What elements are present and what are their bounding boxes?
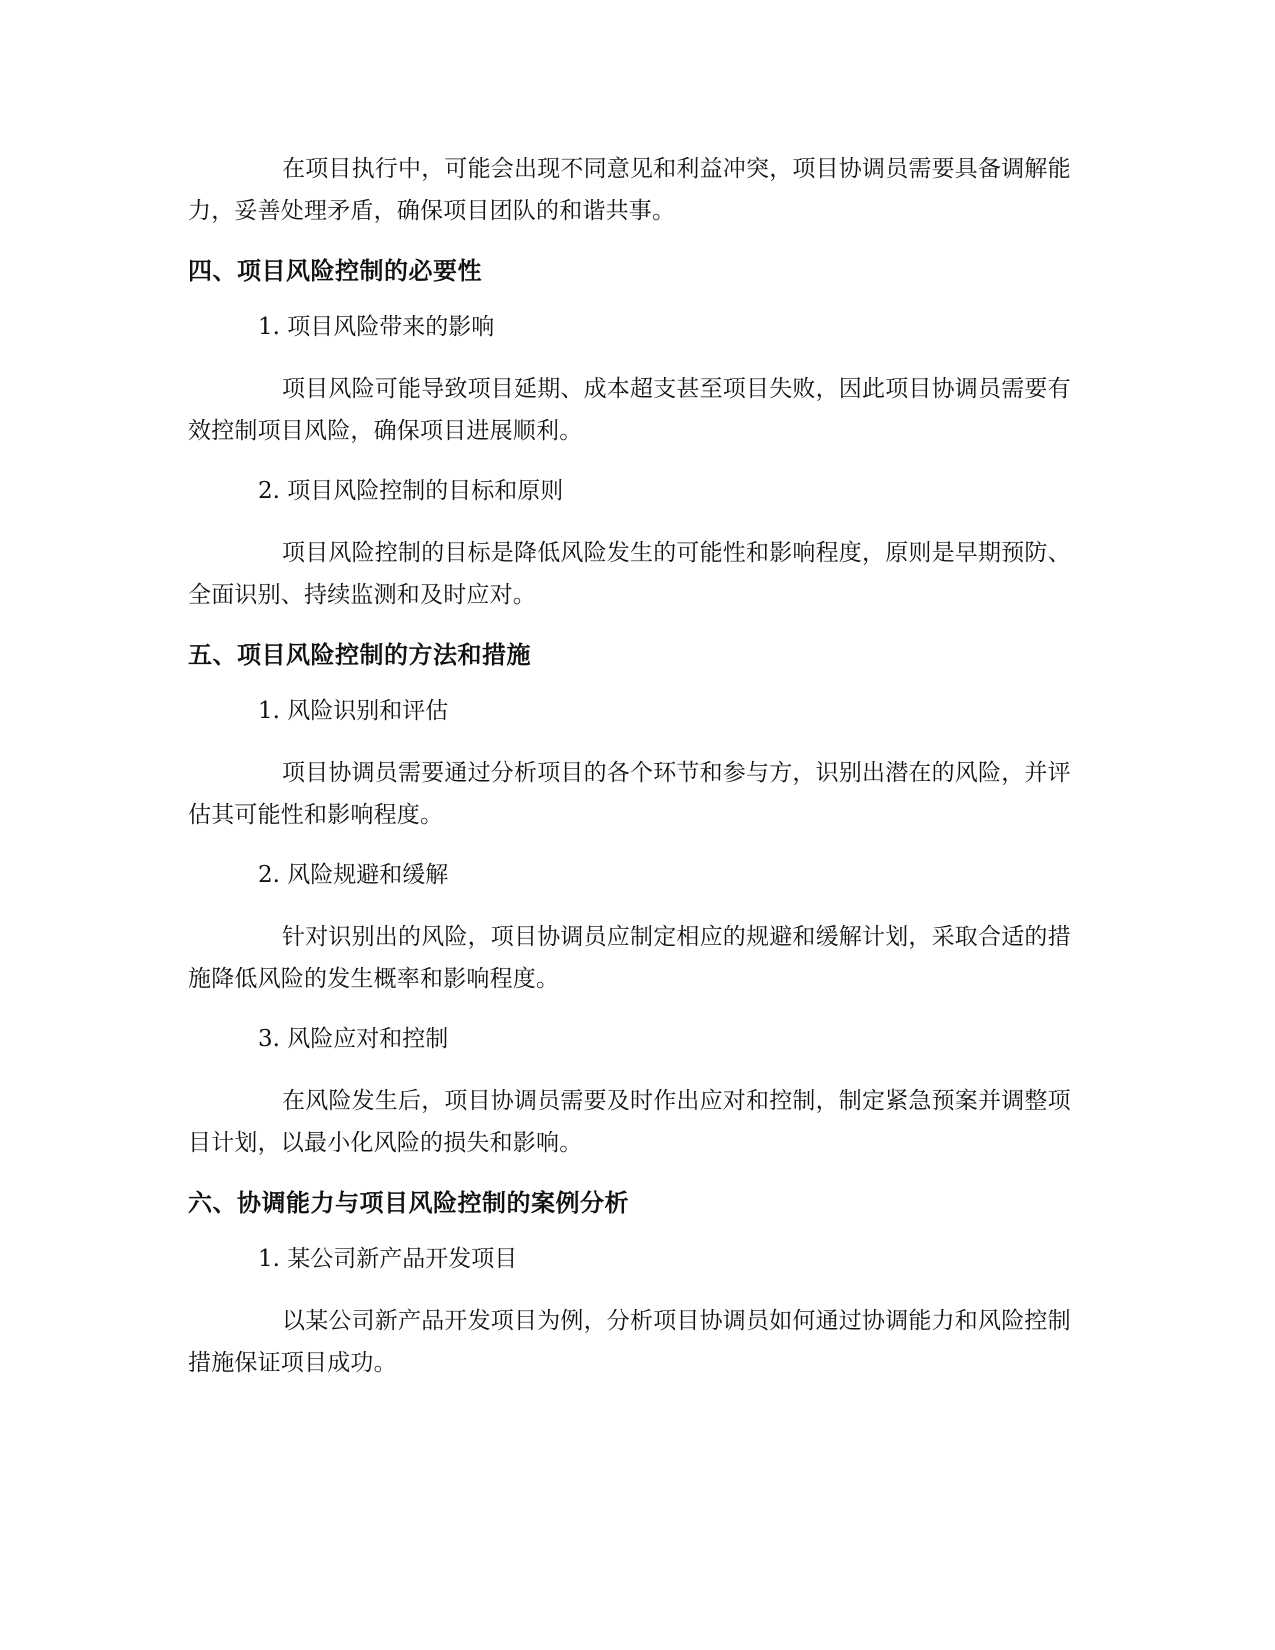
section-heading-6: 六、协调能力与项目风险控制的案例分析 (188, 1189, 629, 1217)
intro-paragraph: 在项目执行中，可能会出现不同意见和利益冲突，项目协调员需要具备调解能力，妥善处理矛盾，确保项目团队的和谐共事。 (188, 156, 1071, 224)
document-content (188, 148, 1076, 1406)
paragraph-4-1: 项目风险可能导致项目延期、成本超支甚至项目失败，因此项目协调员需要有效控制项目风险，确保项目进展顺利。 (188, 376, 1071, 444)
subheading-4-2: 2. 项目风险控制的目标和原则 (258, 478, 564, 504)
subheading-5-1: 1. 风险识别和评估 (258, 698, 449, 724)
subheading-5-3: 3. 风险应对和控制 (258, 1026, 449, 1052)
paragraph-4-2: 项目风险控制的目标是降低风险发生的可能性和影响程度，原则是早期预防、全面识别、持续监测和及时应对。 (188, 540, 1071, 608)
section-heading-5: 五、项目风险控制的方法和措施 (188, 641, 531, 669)
subheading-5-2: 2. 风险规避和缓解 (258, 862, 449, 888)
paragraph-5-2: 针对识别出的风险，项目协调员应制定相应的规避和缓解计划，采取合适的措施降低风险的发生概率和影响程度。 (188, 924, 1071, 992)
paragraph-5-3: 在风险发生后，项目协调员需要及时作出应对和控制，制定紧急预案并调整项目计划，以最小化风险的损失和影响。 (188, 1088, 1071, 1156)
subheading-6-1: 1. 某公司新产品开发项目 (258, 1246, 518, 1272)
subheading-4-1: 1. 项目风险带来的影响 (258, 314, 495, 340)
section-heading-4: 四、项目风险控制的必要性 (188, 257, 482, 285)
paragraph-5-1: 项目协调员需要通过分析项目的各个环节和参与方，识别出潜在的风险，并评估其可能性和影响程度。 (188, 760, 1071, 828)
paragraph-6-1: 以某公司新产品开发项目为例，分析项目协调员如何通过协调能力和风险控制措施保证项目成功。 (188, 1308, 1071, 1376)
